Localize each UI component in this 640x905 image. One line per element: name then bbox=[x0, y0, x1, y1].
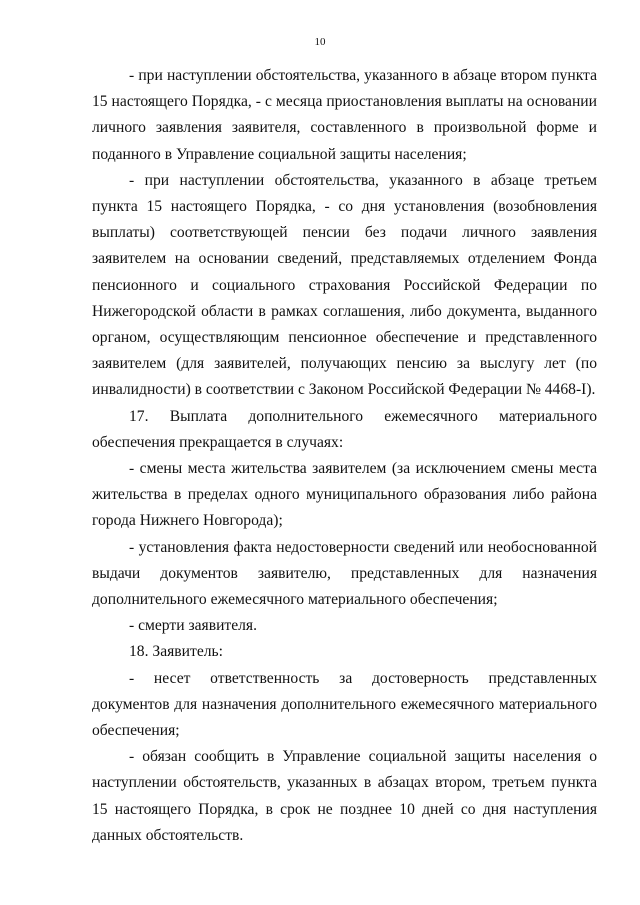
page-number: 10 bbox=[314, 36, 326, 48]
paragraph-notification-duty: - обязан сообщить в Управление социальной защиты населения о наступлении обстоятельств, указанных в абзацах втором, третьем пункта 15 настоящего Порядка, в срок не позднее 10 дней со дня наступления данных обстоятельств. bbox=[92, 748, 597, 844]
paragraph-invalid-documents: - установления факта недостоверности сведений или необоснованной выдачи документов заявителю, представленных для назначения дополнительного ежемесячного материального обеспечения; bbox=[92, 538, 597, 609]
paragraph-suspension-second-clause: - при наступлении обстоятельства, указанного в абзаце втором пункта 15 настоящего Порядка, - с месяца приостановления выплаты на основании личного заявления заявителя, составленного в произвольной форме и поданного в Управление социальной защиты населения; bbox=[92, 67, 597, 163]
paragraph-responsibility: - несет ответственность за достоверность представленных документов для назначения дополнительного ежемесячного материального обеспечения; bbox=[92, 669, 597, 740]
paragraph-suspension-third-clause: - при наступлении обстоятельства, указанного в абзаце третьем пункта 15 настоящего Порядка, - со дня установления (возобновления выплаты) соответствующей пенсии без подачи личного заявления заявителем на основании сведений, представляемых отделением Фонда пенсионного и социального страхования Российской Федерации по Нижегородской области в рамках соглашения, либо документа, выданного органом, осуществляющим пенсионное обеспечение и представленного заявителем (для заявителей, получающих пенсию за выслугу лет (по инвалидности) в соответствии с Законом Российской Федерации № 4468-I). bbox=[92, 171, 597, 399]
paragraph-item-17: 17. Выплата дополнительного ежемесячного материального обеспечения прекращается в случаях: bbox=[92, 407, 597, 451]
paragraph-change-of-residence: - смены места жительства заявителем (за исключением смены места жительства в пределах одного муниципального образования либо района города Нижнего Новгорода); bbox=[92, 460, 597, 530]
document-body bbox=[92, 63, 597, 849]
paragraph-item-18: 18. Заявитель: bbox=[129, 643, 223, 661]
paragraph-death-of-applicant: - смерти заявителя. bbox=[129, 617, 258, 635]
